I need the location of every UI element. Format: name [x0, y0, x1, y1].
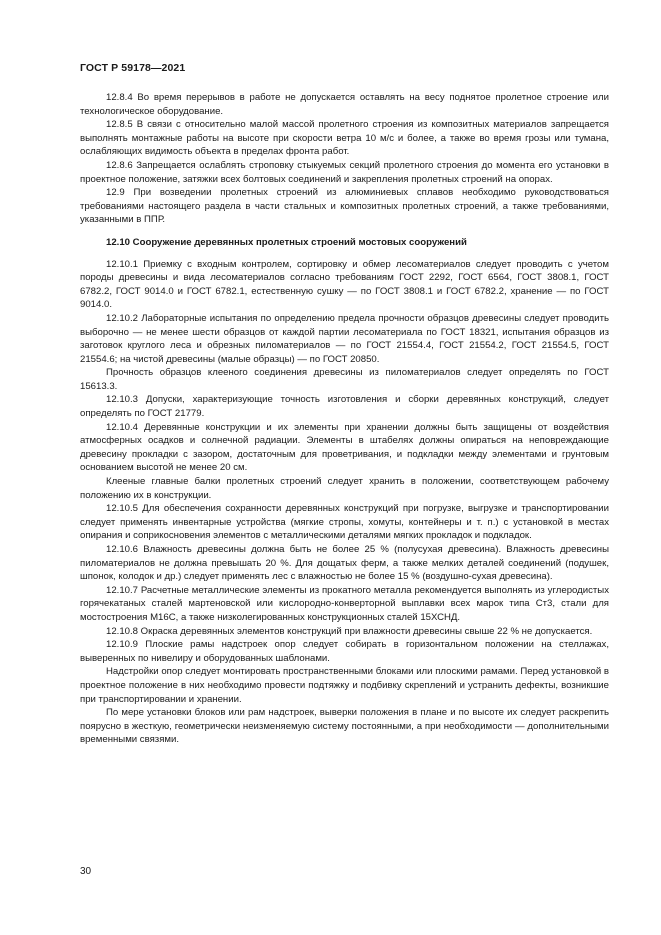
- paragraph-12-10-2-cont: Прочность образцов клееного соединения древесины из пиломатериалов следует определять по ГОСТ 15613.3.: [80, 367, 609, 392]
- paragraph-12-10-2: 12.10.2 Лабораторные испытания по определению предела прочности образцов древесины следует проводить выборочно — не менее шести образцов от каждой партии лесоматериала по ГОСТ 18321, испытания образцов из заготовок круглого леса и обрезных пиломатериалов — по ГОСТ 21554.4, ГОСТ 21554.2, ГОСТ 21554.5, ГОСТ 21554.6; на чистой древесины (малые образцы) — по ГОСТ 20850.: [80, 312, 609, 365]
- paragraph-12-10-1: 12.10.1 Приемку с входным контролем, сортировку и обмер лесоматериалов следует проводить с учетом породы древесины и вида лесоматериалов согласно требованиям ГОСТ 2292, ГОСТ 6564, ГОСТ 3808.1, ГОСТ 6782.2, ГОСТ 9014.0 и ГОСТ 6782.1, естественную сушку — по ГОСТ 3808.1 и ГОСТ 6782.2, хранение — по ГОСТ 9014.0.: [80, 258, 609, 311]
- paragraph-12-10-9-cont-1: Надстройки опор следует монтировать пространственными блоками или плоскими рамами. Перед установкой в проектное положение в них необходимо провести подтяжку и подбивку скреплений и устранить дефекты, возникшие при транспортировании и хранении.: [80, 666, 609, 705]
- page-number: 30: [80, 866, 92, 877]
- paragraph-12-10-3: 12.10.3 Допуски, характеризующие точность изготовления и сборки деревянных конструкций, следует определять по ГОСТ 21779.: [80, 394, 609, 420]
- paragraph-12-10-5: 12.10.5 Для обеспечения сохранности деревянных конструкций при погрузке, выгрузке и транспортировании следует применять инвентарные устройства (мягкие стропы, хомуты, контейнеры и т. п.) с установкой в местах опирания и соприкосновения элементов с металлическими деталями мягких прокладок и подкладок.: [80, 503, 609, 542]
- paragraph-12-10-9: 12.10.9 Плоские рамы надстроек опор следует собирать в горизонтальном положении на стеллажах, выверенных по нивелиру и оборудованных шаблонами.: [80, 639, 609, 664]
- paragraph-12-10-4: 12.10.4 Деревянные конструкции и их элементы при хранении должны быть защищены от воздействия атмосферных осадков и солнечной радиации. Элементы в штабелях должны опираться на неповреждающие древесину прокладки с зазором, достаточным для проветривания, и подкладки между элементами и грунтовым основанием высотой не менее 20 см.: [80, 421, 609, 474]
- paragraph-12-10-6: 12.10.6 Влажность древесины должна быть не более 25 % (полусухая древесина). Влажность древесины пиломатериалов не должна превышать 20 %. Для дощатых ферм, а также мелких деталей соединений (подушек, шпонок, колодок и др.) следует применять лес с влажностью не более 15 % (воздушно-сухая древесина).: [80, 544, 609, 583]
- paragraph-12-10-9-cont-2: По мере установки блоков или рам надстроек, выверки положения в плане и по высоте их следует раскрепить поярусно в жесткую, геометрически неизменяемую систему постоянными, а при необходимости — дополнительными временными связями.: [80, 707, 609, 746]
- paragraph-12-8-6: 12.8.6 Запрещается ослаблять строповку стыкуемых секций пролетного строения до момента его установки в проектное положение, затяжки всех болтовых соединений и закрепления пролетных строений на опорах.: [80, 159, 609, 185]
- paragraph-12-10-7: 12.10.7 Расчетные металлические элементы из прокатного металла рекомендуется выполнять из углеродистых горячекатаных сталей мартеновской или кислородно-конверторной выплавки всех марок типа Ст3, стали для мостостроения М16С, а также низколегированных конструкционных сталей 15ХСНД.: [80, 584, 609, 623]
- document-body: [80, 91, 609, 747]
- section-heading-12-10: 12.10 Сооружение деревянных пролетных строений мостовых сооружений: [106, 236, 467, 248]
- paragraph-12-8-5: 12.8.5 В связи с относительно малой массой пролетного строения из композитных материалов запрещается выполнять монтажные работы на высоте при скорости ветра 10 м/с и более, а также во время грозы или тумана, ослабляющих видимость объекта в пределах фронта работ.: [80, 119, 609, 158]
- paragraph-12-10-8: 12.10.8 Окраска деревянных элементов конструкций при влажности древесины свыше 22 % не допускается.: [106, 625, 593, 637]
- paragraph-12-9: 12.9 При возведении пролетных строений из алюминиевых сплавов необходимо руководствоваться требованиями настоящего раздела в части стальных и композитных пролетных строений, а также требованиями, указанными в ППР.: [80, 187, 609, 226]
- paragraph-12-8-4: 12.8.4 Во время перерывов в работе не допускается оставлять на весу поднятое пролетное строение или технологическое оборудование.: [80, 92, 609, 117]
- paragraph-12-10-4-cont: Клееные главные балки пролетных строений следует хранить в положении, соответствующем рабочему положению их в конструкции.: [80, 476, 609, 501]
- document-header: ГОСТ Р 59178—2021: [80, 62, 186, 74]
